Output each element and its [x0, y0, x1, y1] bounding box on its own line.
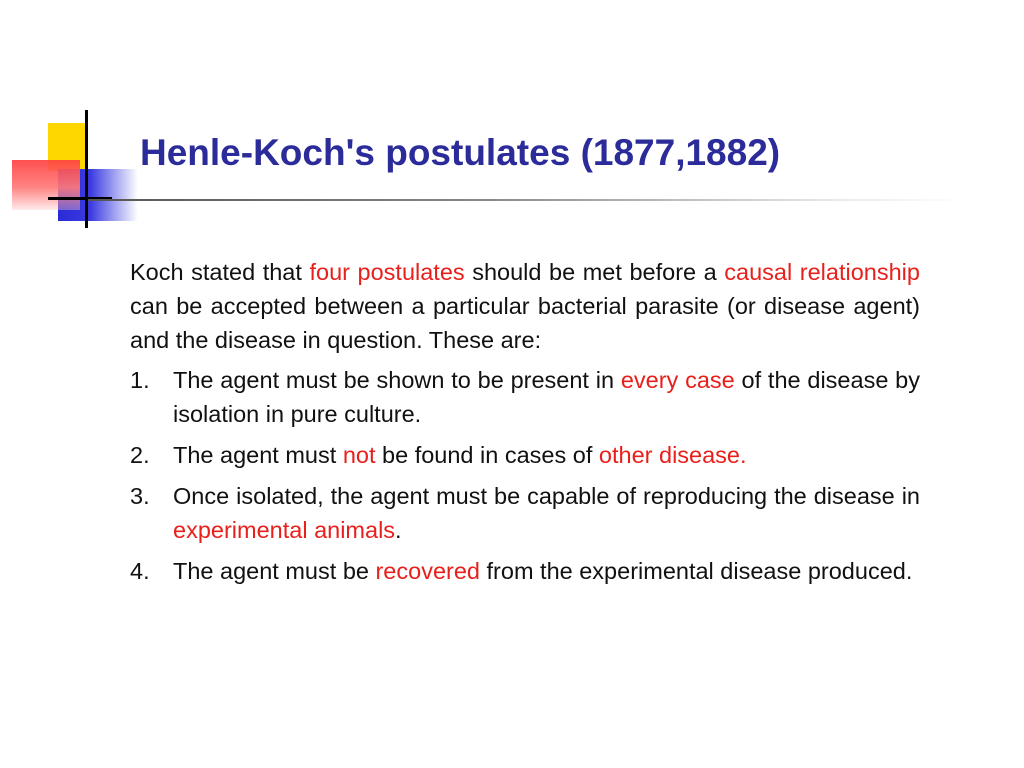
- intro-text-1: Koch stated that: [130, 259, 310, 285]
- postulate-text: The agent must be: [173, 558, 376, 584]
- postulate-item-2: [130, 438, 920, 472]
- logo-vertical-line: [85, 110, 88, 228]
- postulate-highlight: not: [342, 442, 376, 468]
- postulate-highlight: every case: [620, 367, 735, 393]
- intro-highlight-four-postulates: four postulates: [309, 259, 465, 285]
- postulate-text: .: [395, 517, 402, 543]
- postulate-text: of the disease by isolation in pure culture.: [173, 367, 921, 427]
- postulate-text: Once isolated, the agent must be capable of reproducing the disease in: [173, 483, 920, 509]
- intro-paragraph: [130, 255, 920, 357]
- postulate-item-3: [130, 479, 920, 547]
- slide-body: [130, 255, 920, 595]
- title-main: Henle-Koch's postulates: [140, 132, 571, 173]
- title-years: (1877,1882): [580, 132, 781, 173]
- postulate-item-4: [130, 554, 920, 588]
- postulate-number: 4.: [130, 558, 150, 584]
- corner-logo-decoration: [0, 0, 160, 240]
- postulate-text: be found in cases of: [375, 442, 599, 468]
- postulate-text: from the experimental disease produced.: [479, 558, 913, 584]
- postulate-highlight: recovered: [375, 558, 480, 584]
- postulate-text: The agent must be shown to be present in: [173, 367, 621, 393]
- postulate-number: 2.: [130, 442, 150, 468]
- postulate-number: 3.: [130, 483, 150, 509]
- postulate-item-1: [130, 363, 920, 431]
- postulates-list: [130, 363, 920, 588]
- title-underline: [88, 199, 968, 201]
- logo-red-square: [12, 160, 80, 210]
- intro-highlight-causal-relationship: causal relationship: [724, 259, 920, 285]
- intro-text-3: can be accepted between a particular bacterial parasite (or disease agent) and the disease in question. These are:: [130, 293, 920, 353]
- intro-text-2: should be met before a: [464, 259, 725, 285]
- postulate-text: The agent must: [173, 442, 343, 468]
- postulate-highlight: other disease.: [598, 442, 747, 468]
- postulate-number: 1.: [130, 367, 150, 393]
- slide-title: [140, 133, 780, 174]
- postulate-highlight: experimental animals: [173, 517, 396, 543]
